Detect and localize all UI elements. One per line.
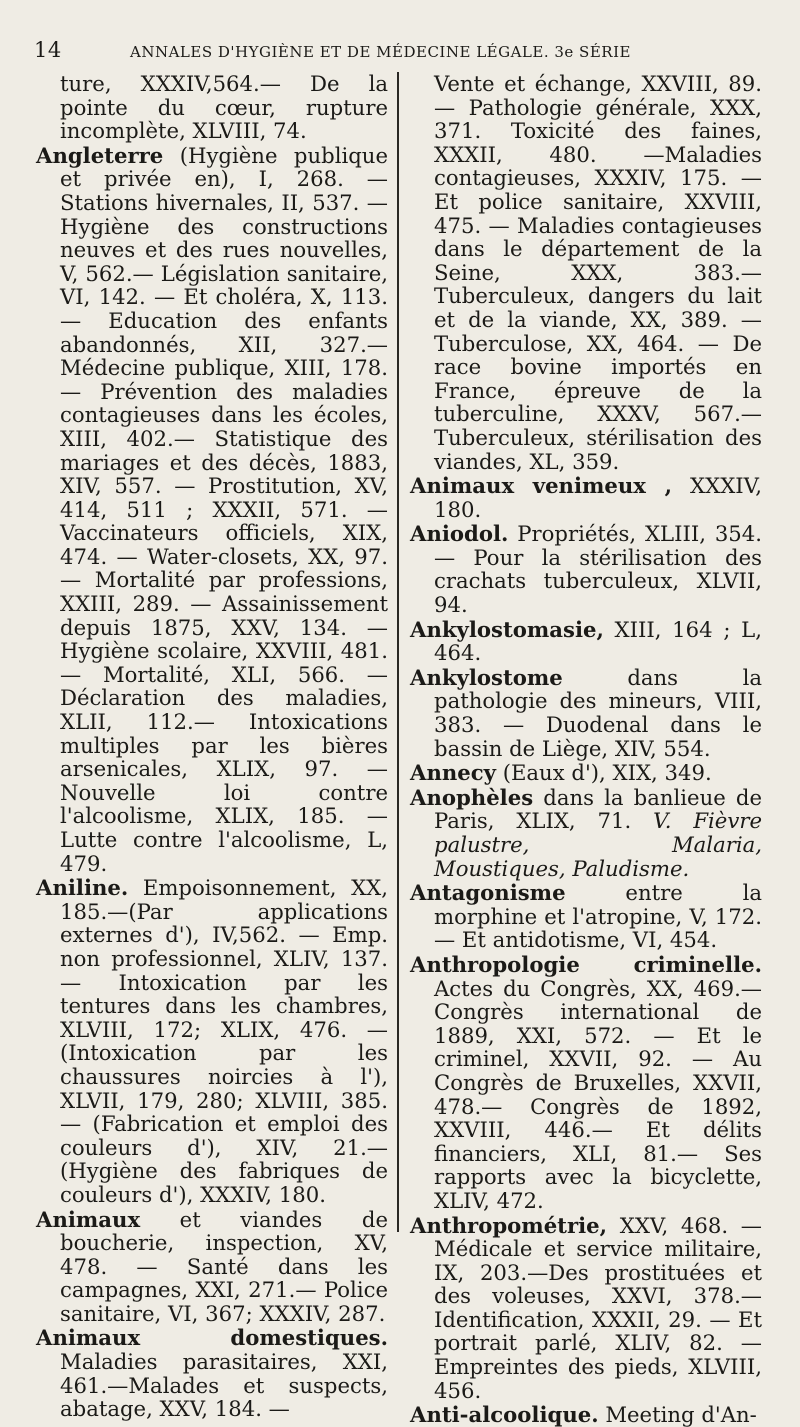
entry-heading: Ankylostomasie, (410, 616, 604, 642)
entry-heading: Aniodol. (410, 521, 509, 547)
index-entry (36, 1208, 388, 1326)
entry-heading: Anthropométrie, (410, 1212, 608, 1238)
index-entry (36, 876, 388, 1206)
entry-references: XXV, 468. — Médicale et service militaire, IX, 203.—Des prostituées et des voleuses, XXVI, 378.— Identification, XXXII, 29. — Et portrait parlé, XLIV, 82. — Empreintes des pieds, XLVIII, 456. (434, 1212, 762, 1403)
entry-references: (Eaux d'), XIX, 349. (495, 760, 712, 786)
entry-heading: Ankylostome (410, 664, 563, 690)
entry-references: Actes du Congrès, XX, 469.—Congrès international de 1889, XXI, 572. — Et le criminel, XXVII, 92. — Au Congrès de Bruxelles, XXVII, 478.— Congrès de 1892, XXVIII, 446.— Et délits financiers, XLI, 81.— Ses rapports avec la bicyclette, XLIV, 472. (434, 975, 762, 1213)
index-entry (410, 1214, 762, 1403)
left-column (36, 71, 388, 1422)
page-header (34, 38, 774, 68)
entry-references: Empoisonnement, XX, 185.—(Par applications externes d'), IV,562. — Emp. non professionnel, XLIV, 137. — Intoxication par les tentures dans les chambres, XLVIII, 172; XLIX, 476. — (Intoxication par les chaussures noircies à l'), XLVII, 179, 280; XLVIII, 385. — (Fabrication et emploi des couleurs d'), XIV, 21.—(Hygiène des fabriques de couleurs d'), XXXIV, 180. (60, 875, 388, 1207)
index-entry (410, 786, 762, 880)
index-entry (410, 72, 762, 473)
entry-heading: Animaux domestiques. (36, 1325, 388, 1351)
index-entry (410, 666, 762, 760)
entry-references: ture, XXXIV,564.— De la pointe du cœur, rupture incomplète, XLVIII, 74. (60, 71, 388, 144)
entry-heading: Annecy (410, 760, 496, 786)
entry-references: XXXIV, 180. (434, 473, 762, 522)
entry-heading: Anti-alcoolique. (410, 1402, 599, 1427)
entry-references: XIII, 164 ; L, 464. (434, 616, 762, 666)
entry-heading: Antagonisme (410, 880, 566, 906)
right-column (410, 71, 762, 1427)
entry-heading: Anthropologie criminelle. (410, 951, 762, 977)
entry-references: entre la morphine et l'atropine, V, 172. — Et antidotisme, VI, 454. (434, 880, 762, 953)
column-divider (397, 72, 399, 1232)
running-title: ANNALES D'HYGIÈNE ET DE MÉDECINE LÉGALE. 3e SÉRIE (130, 43, 631, 61)
index-entry (410, 881, 762, 952)
entry-references: Meeting d'An- (598, 1402, 757, 1427)
index-entry (410, 522, 762, 616)
index-entry (410, 474, 762, 521)
index-entry (36, 144, 388, 875)
index-entry (36, 72, 388, 143)
entry-heading: Aniline. (36, 875, 129, 901)
entry-references: (Hygiène publique et privée en), I, 268. — Stations hivernales, II, 537. — Hygiène des constructions neuves et des rues nouvelles, V, 562.— Législation sanitaire, VI, 142. — Et choléra, X, 113. — Education des enfants abandonnés, XII, 327.— Médecine publique, XIII, 178.— Prévention des maladies contagieuses dans les écoles, XIII, 402.— Statistique des mariages et des décès, 1883, XIV, 557. — Prostitution, XV, 414, 511 ; XXXII, 571. — Vaccinateurs officiels, XIX, 474. — Water-closets, XX, 97.— Mortalité par professions, XXIII, 289. — Assainissement depuis 1875, XXV, 134. — Hygiène scolaire, XXVIII, 481. — Mortalité, XLI, 566. — Déclaration des maladies, XLII, 112.— Intoxications multiples par les bières arsenicales, XLIX, 97. — Nouvelle loi contre l'alcoolisme, XLIX, 185. — Lutte contre l'alcoolisme, L, 479. (60, 142, 388, 876)
index-entry (36, 1326, 388, 1420)
index-entry (410, 953, 762, 1213)
entry-see-also: V. Fièvre palustre, Malaria, Moustiques, Paludisme. (434, 808, 762, 881)
entry-references: dans la banlieue de Paris, XLIX, 71. (434, 784, 762, 834)
entry-references: et viandes de boucherie, inspection, XV, 478. — Santé dans les campagnes, XXI, 271.— Police sanitaire, VI, 367; XXXIV, 287. (60, 1206, 388, 1326)
index-entry (410, 1403, 762, 1427)
entry-heading: Anophèles (410, 784, 534, 810)
entry-heading: Angleterre (36, 142, 164, 168)
entry-references: dans la pathologie des mineurs, VIII, 383. — Duodenal dans le bassin de Liège, XIV, 554. (434, 664, 762, 761)
entry-references: Propriétés, XLIII, 354. — Pour la stérilisation des crachats tuberculeux, XLVII, 94. (434, 521, 762, 618)
index-entry (410, 761, 762, 785)
entry-references: Vente et échange, XXVIII, 89.— Pathologie générale, XXX, 371. Toxicité des faines, XXXII, 480. —Maladies contagieuses, XXXIV, 175. — Et police sanitaire, XXVIII, 475. — Maladies contagieuses dans le département de la Seine, XXX, 383.— Tuberculeux, dangers du lait et de la viande, XX, 389. — Tuberculose, XX, 464. — De race bovine importés en France, épreuve de la tuberculine, XXXV, 567.—Tuberculeux, stérilisation des viandes, XL, 359. (434, 71, 762, 474)
entry-heading: Animaux venimeux , (410, 473, 672, 499)
page-number: 14 (34, 38, 62, 62)
index-entry (410, 618, 762, 665)
entry-references: Maladies parasitaires, XXI, 461.—Malades et suspects, abatage, XXV, 184. — (60, 1349, 388, 1422)
entry-heading: Animaux (36, 1206, 141, 1232)
